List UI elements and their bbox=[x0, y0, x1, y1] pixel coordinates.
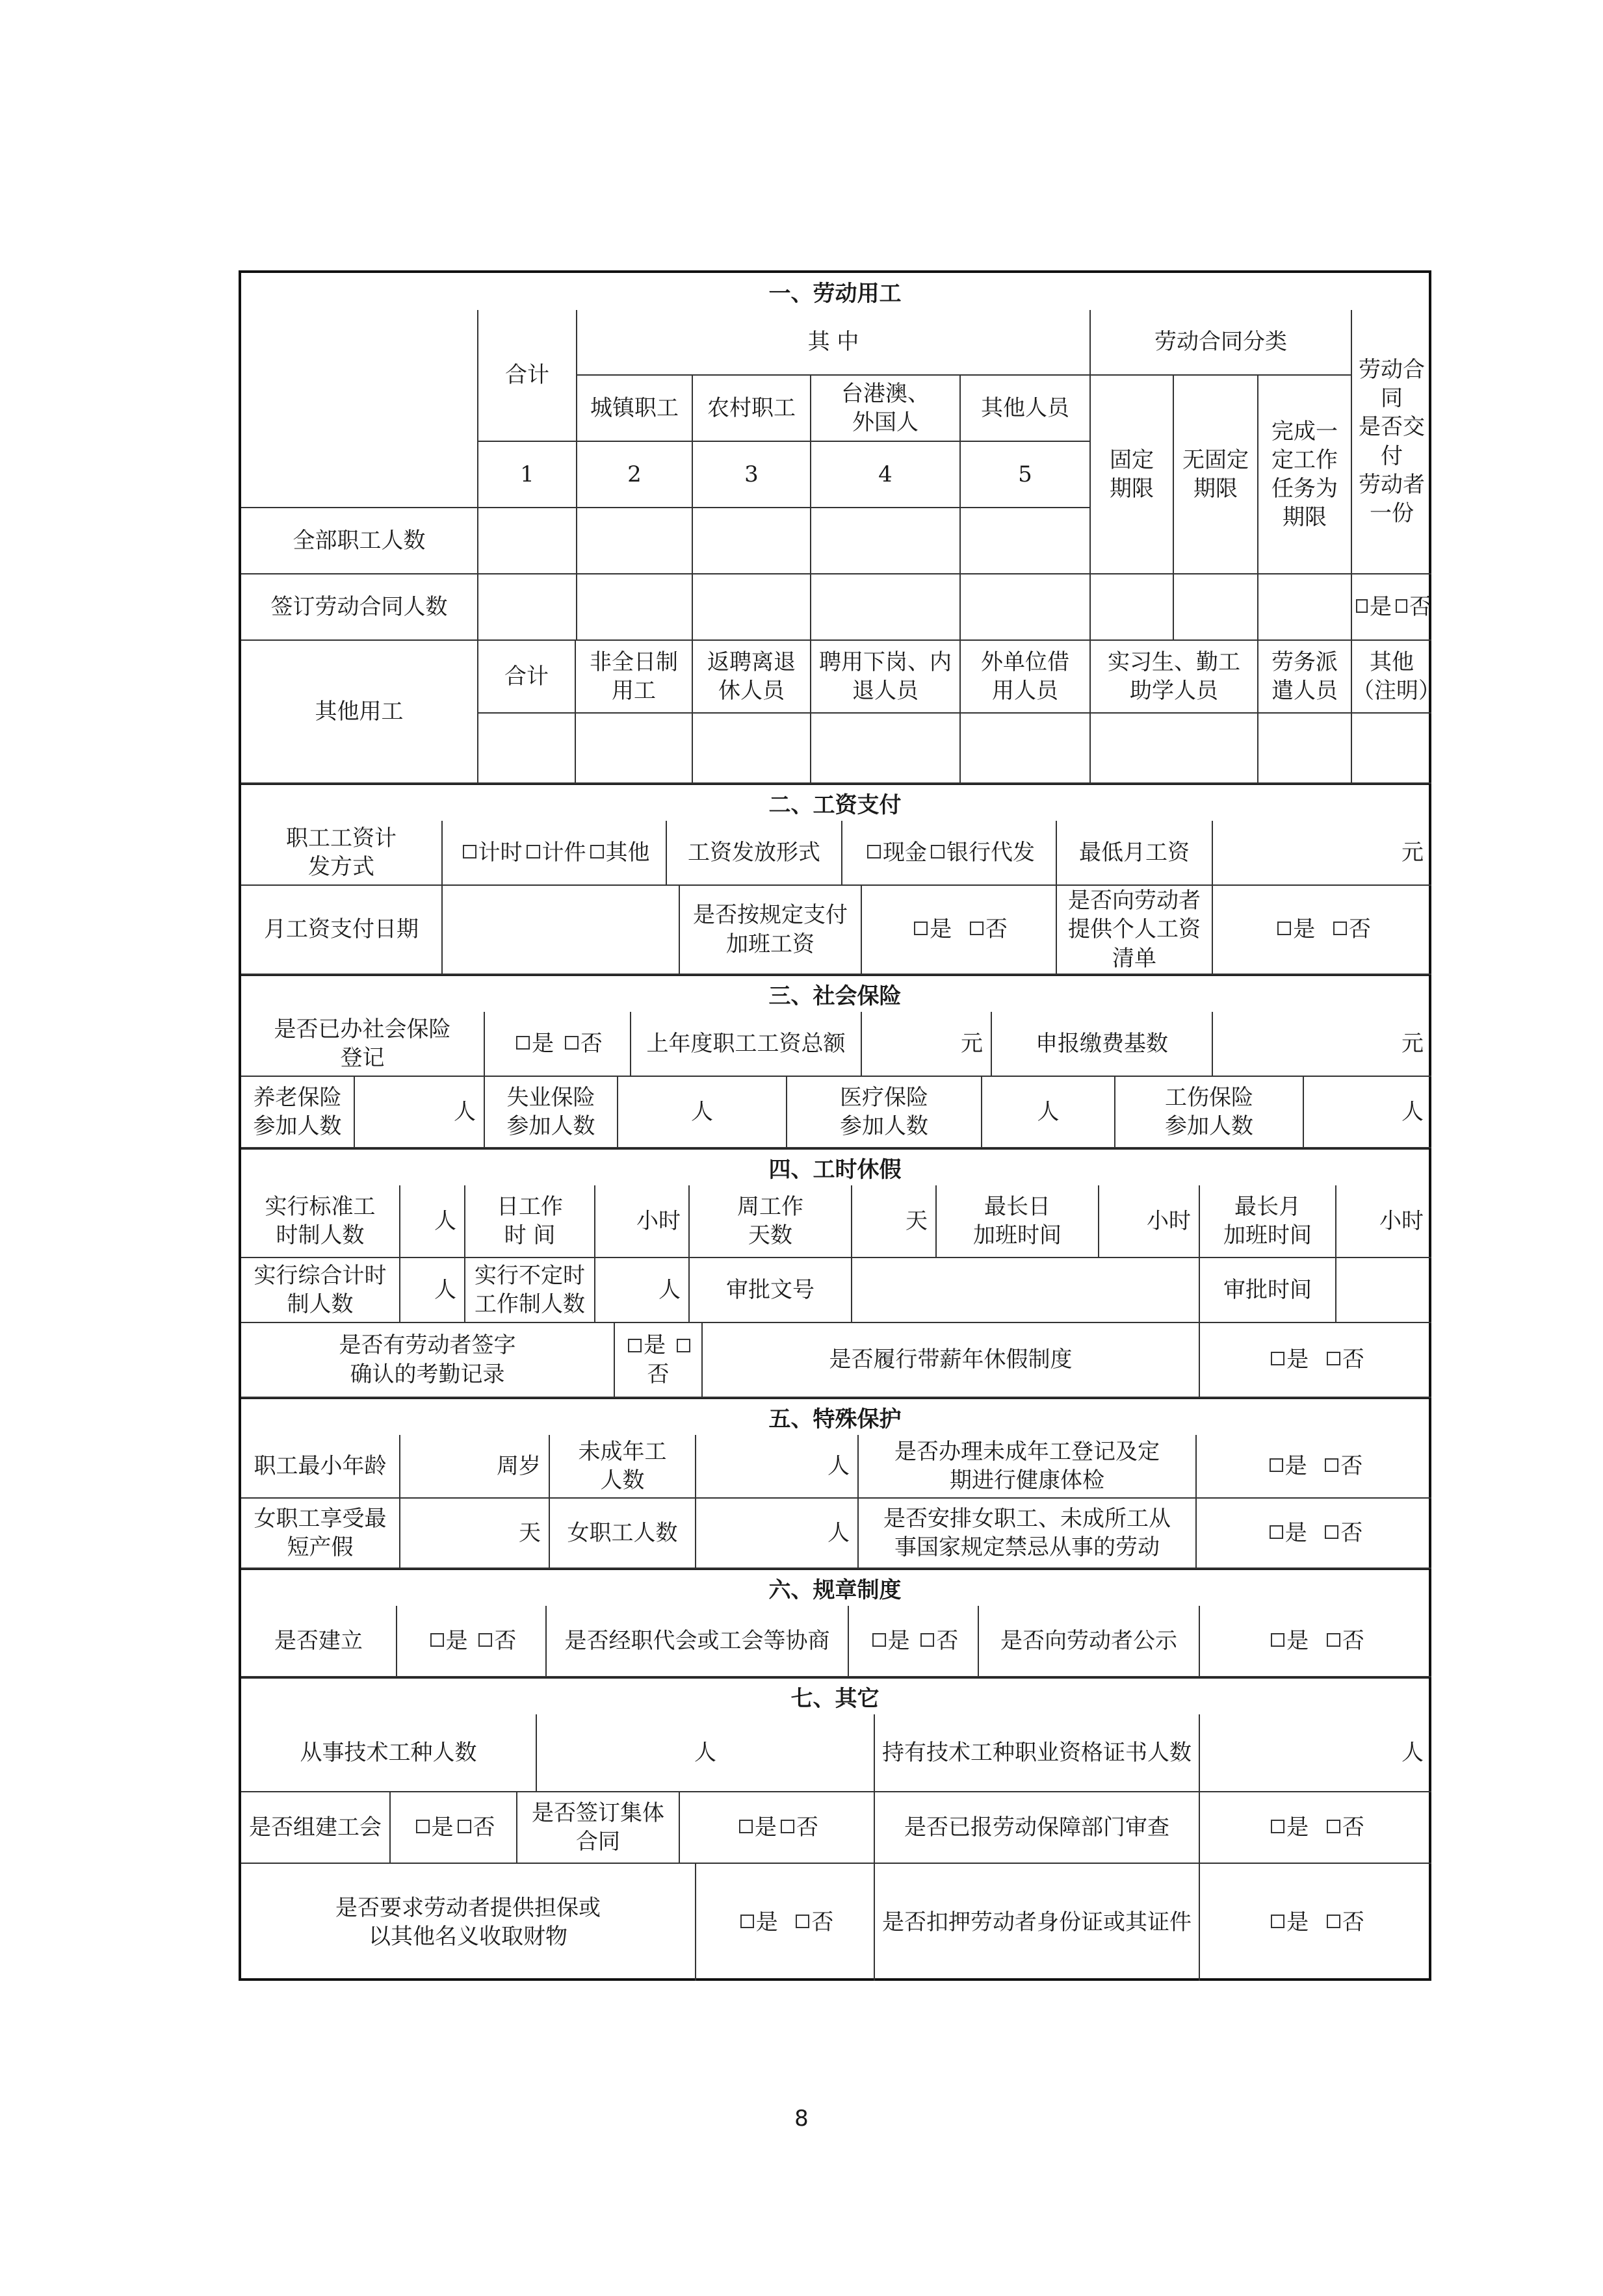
col-contract-delivered-header: 劳动合同 是否交付 劳动者 一份 bbox=[1352, 310, 1431, 574]
technical-workers-field[interactable]: 人 bbox=[537, 1714, 875, 1792]
no-checkbox[interactable] bbox=[1396, 599, 1407, 613]
intern-header: 实习生、勤工 助学人员 bbox=[1091, 641, 1258, 714]
pay-date-field[interactable] bbox=[443, 886, 680, 975]
flexible-hours-field[interactable]: 人 bbox=[595, 1258, 690, 1323]
section-title-insurance: 三、社会保险 bbox=[241, 975, 1429, 1012]
dispatched-header: 劳务派 遣人员 bbox=[1258, 641, 1352, 714]
prohibited-work-label: 是否安排女职工、未成所工从 事国家规定禁忌从事的劳动 bbox=[859, 1499, 1197, 1569]
reported-review-choice[interactable]: 是 否 bbox=[1200, 1792, 1431, 1864]
yes-checkbox[interactable] bbox=[1271, 1915, 1284, 1928]
collective-contract-label: 是否签订集体 合同 bbox=[517, 1792, 680, 1864]
no-checkbox[interactable] bbox=[920, 1633, 934, 1647]
minor-registration-label: 是否办理未成年工登记及定 期进行健康体检 bbox=[859, 1435, 1197, 1499]
minor-count-label: 未成年工 人数 bbox=[550, 1435, 696, 1499]
all-staff-total-field[interactable] bbox=[478, 508, 577, 574]
col-task-term: 完成一 定工作 任务为 期限 bbox=[1258, 376, 1352, 574]
col-num-4: 4 bbox=[811, 442, 961, 508]
col-num-1: 1 bbox=[478, 442, 577, 508]
medical-label: 医疗保险 参加人数 bbox=[787, 1077, 982, 1148]
yes-checkbox[interactable] bbox=[1277, 922, 1291, 935]
female-count-field[interactable]: 人 bbox=[696, 1499, 859, 1569]
pension-field[interactable]: 人 bbox=[355, 1077, 485, 1148]
guarantee-label: 是否要求劳动者提供担保或 以其他名义收取财物 bbox=[241, 1864, 696, 1981]
prohibited-work-choice[interactable]: 是 否 bbox=[1197, 1499, 1431, 1569]
col-other-personnel: 其他人员 bbox=[961, 376, 1091, 442]
unemployment-label: 失业保险 参加人数 bbox=[485, 1077, 618, 1148]
labor-inspection-form bbox=[239, 270, 1440, 1981]
rules-consulted-label: 是否经职代会或工会等协商 bbox=[547, 1606, 849, 1677]
dispatched-field[interactable] bbox=[1258, 714, 1352, 784]
no-checkbox[interactable] bbox=[970, 922, 984, 935]
col-urban-worker: 城镇职工 bbox=[577, 376, 693, 442]
corner-blank bbox=[241, 310, 478, 508]
female-count-label: 女职工人数 bbox=[550, 1499, 696, 1569]
row-other-employment-label: 其他用工 bbox=[241, 641, 478, 784]
row-all-staff-label: 全部职工人数 bbox=[241, 508, 478, 574]
part-time-field[interactable] bbox=[576, 714, 693, 784]
no-checkbox[interactable] bbox=[1327, 1352, 1340, 1365]
section-title-rules: 六、规章制度 bbox=[241, 1569, 1429, 1606]
no-checkbox[interactable] bbox=[1325, 1458, 1338, 1472]
injury-label: 工伤保险 参加人数 bbox=[1115, 1077, 1304, 1148]
attendance-record-choice[interactable]: 是 否 bbox=[615, 1323, 703, 1398]
wage-method-choice[interactable]: 计时 计件 其他 bbox=[443, 821, 667, 886]
no-checkbox[interactable] bbox=[1327, 1820, 1340, 1833]
min-age-field[interactable]: 周岁 bbox=[400, 1435, 550, 1499]
col-total-header: 合计 bbox=[478, 310, 577, 442]
col-num-2: 2 bbox=[577, 442, 693, 508]
section-title-special-protection: 五、特殊保护 bbox=[241, 1398, 1429, 1435]
maternity-leave-field[interactable]: 天 bbox=[400, 1499, 550, 1569]
yes-checkbox[interactable] bbox=[516, 1036, 530, 1050]
withhold-id-label: 是否扣押劳动者身份证或其证件 bbox=[875, 1864, 1200, 1981]
paid-leave-label: 是否履行带薪年休假制度 bbox=[703, 1323, 1200, 1398]
maternity-leave-label: 女职工享受最 短产假 bbox=[241, 1499, 400, 1569]
rehired-retiree-header: 返聘离退 休人员 bbox=[693, 641, 811, 714]
approval-number-label: 审批文号 bbox=[690, 1258, 852, 1323]
signed-foreign-field[interactable] bbox=[811, 574, 961, 641]
rules-published-label: 是否向劳动者公示 bbox=[979, 1606, 1200, 1677]
all-staff-urban-field[interactable] bbox=[577, 508, 693, 574]
union-choice[interactable]: 是 否 bbox=[391, 1792, 517, 1864]
yes-checkbox[interactable] bbox=[1271, 1633, 1284, 1647]
union-label: 是否组建工会 bbox=[241, 1792, 391, 1864]
total-wage-field[interactable]: 元 bbox=[862, 1012, 992, 1077]
medical-field[interactable]: 人 bbox=[982, 1077, 1115, 1148]
all-staff-rural-field[interactable] bbox=[693, 508, 811, 574]
signed-urban-field[interactable] bbox=[577, 574, 693, 641]
daily-hours-field[interactable]: 小时 bbox=[595, 1185, 690, 1258]
laid-off-hire-header: 聘用下岗、内 退人员 bbox=[811, 641, 961, 714]
no-checkbox[interactable] bbox=[565, 1036, 579, 1050]
col-fixed-term: 固定 期限 bbox=[1091, 376, 1174, 574]
wage-method-label: 职工工资计 发方式 bbox=[241, 821, 443, 886]
signed-open-field[interactable] bbox=[1174, 574, 1258, 641]
yes-checkbox[interactable] bbox=[872, 1633, 886, 1647]
guarantee-choice[interactable]: 是 否 bbox=[696, 1864, 875, 1981]
yes-checkbox[interactable] bbox=[1271, 1820, 1284, 1833]
no-checkbox[interactable] bbox=[781, 1820, 794, 1833]
no-checkbox[interactable] bbox=[1333, 922, 1347, 935]
bank-transfer-checkbox[interactable] bbox=[931, 845, 945, 858]
intern-field[interactable] bbox=[1091, 714, 1258, 784]
comprehensive-hours-field[interactable]: 人 bbox=[400, 1258, 465, 1323]
approval-date-label: 审批时间 bbox=[1200, 1258, 1336, 1323]
no-checkbox[interactable] bbox=[796, 1915, 809, 1928]
col-num-3: 3 bbox=[693, 442, 811, 508]
payment-form-choice[interactable]: 现金 银行代发 bbox=[842, 821, 1057, 886]
yes-checkbox[interactable] bbox=[739, 1820, 753, 1833]
approval-date-field[interactable] bbox=[1336, 1258, 1431, 1323]
unemployment-field[interactable]: 人 bbox=[618, 1077, 787, 1148]
technical-workers-label: 从事技术工种人数 bbox=[241, 1714, 537, 1792]
other-total-field[interactable] bbox=[478, 714, 576, 784]
section-title-working-hours: 四、工时休假 bbox=[241, 1148, 1429, 1185]
no-checkbox[interactable] bbox=[1327, 1633, 1340, 1647]
all-staff-foreign-field[interactable] bbox=[811, 508, 961, 574]
insurance-registered-label: 是否已办社会保险 登记 bbox=[241, 1012, 485, 1077]
yes-checkbox[interactable] bbox=[914, 922, 928, 935]
yes-checkbox[interactable] bbox=[1271, 1352, 1284, 1365]
col-rural-worker: 农村职工 bbox=[693, 376, 811, 442]
borrowed-staff-field[interactable] bbox=[961, 714, 1091, 784]
piece-rate-checkbox[interactable] bbox=[527, 845, 540, 858]
signed-fixed-field[interactable] bbox=[1091, 574, 1174, 641]
contribution-base-field[interactable]: 元 bbox=[1213, 1012, 1431, 1077]
part-time-header: 非全日制 用工 bbox=[576, 641, 693, 714]
standard-hours-label: 实行标准工 时制人数 bbox=[241, 1185, 400, 1258]
yes-checkbox[interactable] bbox=[1270, 1525, 1283, 1539]
minor-count-field[interactable]: 人 bbox=[696, 1435, 859, 1499]
attendance-record-label: 是否有劳动者签字 确认的考勤记录 bbox=[241, 1323, 615, 1398]
row-signed-contract-label: 签订劳动合同人数 bbox=[241, 574, 478, 641]
signed-task-field[interactable] bbox=[1258, 574, 1352, 641]
col-contract-type-header: 劳动合同分类 bbox=[1091, 310, 1352, 376]
withhold-id-choice[interactable]: 是 否 bbox=[1200, 1864, 1431, 1981]
col-foreign-worker: 台港澳、 外国人 bbox=[811, 376, 961, 442]
max-monthly-overtime-field[interactable]: 小时 bbox=[1336, 1185, 1431, 1258]
collective-contract-choice[interactable]: 是 否 bbox=[680, 1792, 875, 1864]
col-num-5: 5 bbox=[961, 442, 1091, 508]
cash-checkbox[interactable] bbox=[867, 845, 881, 858]
reported-review-label: 是否已报劳动保障部门审查 bbox=[875, 1792, 1200, 1864]
payslip-label: 是否向劳动者 提供个人工资 清单 bbox=[1057, 886, 1213, 975]
signed-rural-field[interactable] bbox=[693, 574, 811, 641]
signed-other-field[interactable] bbox=[961, 574, 1091, 641]
weekly-days-label: 周工作 天数 bbox=[690, 1185, 852, 1258]
rules-established-label: 是否建立 bbox=[241, 1606, 397, 1677]
flexible-hours-label: 实行不定时 工作制人数 bbox=[465, 1258, 595, 1323]
pay-date-label: 月工资支付日期 bbox=[241, 886, 443, 975]
max-daily-overtime-field[interactable]: 小时 bbox=[1099, 1185, 1200, 1258]
other-note-header: 其他 （注明） bbox=[1352, 641, 1431, 714]
page-number: 8 bbox=[794, 2106, 809, 2132]
minor-registration-choice[interactable]: 是 否 bbox=[1197, 1435, 1431, 1499]
borrowed-staff-header: 外单位借 用人员 bbox=[961, 641, 1091, 714]
comprehensive-hours-label: 实行综合计时 制人数 bbox=[241, 1258, 400, 1323]
rules-published-choice[interactable]: 是 否 bbox=[1200, 1606, 1431, 1677]
col-among-header: 其 中 bbox=[577, 310, 1091, 376]
total-wage-label: 上年度职工工资总额 bbox=[631, 1012, 862, 1077]
overtime-pay-choice[interactable]: 是 否 bbox=[862, 886, 1057, 975]
yes-checkbox[interactable] bbox=[416, 1820, 430, 1833]
payslip-choice[interactable]: 是 否 bbox=[1213, 886, 1431, 975]
other-total-header: 合计 bbox=[478, 641, 576, 714]
no-checkbox[interactable] bbox=[458, 1820, 471, 1833]
approval-number-field[interactable] bbox=[852, 1258, 1200, 1323]
other-method-checkbox[interactable] bbox=[590, 845, 604, 858]
pension-label: 养老保险 参加人数 bbox=[241, 1077, 355, 1148]
certified-workers-label: 持有技术工种职业资格证书人数 bbox=[875, 1714, 1200, 1792]
injury-field[interactable]: 人 bbox=[1304, 1077, 1431, 1148]
no-checkbox[interactable] bbox=[478, 1633, 492, 1647]
max-monthly-overtime-label: 最长月 加班时间 bbox=[1200, 1185, 1336, 1258]
contribution-base-label: 申报缴费基数 bbox=[992, 1012, 1213, 1077]
max-daily-overtime-label: 最长日 加班时间 bbox=[937, 1185, 1099, 1258]
rules-established-choice[interactable]: 是 否 bbox=[397, 1606, 547, 1677]
paid-leave-choice[interactable]: 是 否 bbox=[1200, 1323, 1431, 1398]
contract-delivered-choice[interactable]: 是 否 bbox=[1352, 574, 1431, 641]
min-monthly-wage-label: 最低月工资 bbox=[1057, 821, 1213, 886]
section-title-wages: 二、工资支付 bbox=[241, 784, 1429, 821]
weekly-days-field[interactable]: 天 bbox=[852, 1185, 937, 1258]
standard-hours-field[interactable]: 人 bbox=[400, 1185, 465, 1258]
yes-checkbox[interactable] bbox=[628, 1339, 642, 1352]
rehired-retiree-field[interactable] bbox=[693, 714, 811, 784]
other-note-field[interactable] bbox=[1352, 714, 1431, 784]
overtime-pay-label: 是否按规定支付 加班工资 bbox=[680, 886, 862, 975]
yes-checkbox[interactable] bbox=[740, 1915, 754, 1928]
yes-checkbox[interactable] bbox=[1356, 599, 1368, 613]
yes-checkbox[interactable] bbox=[430, 1633, 444, 1647]
min-age-label: 职工最小年龄 bbox=[241, 1435, 400, 1499]
no-checkbox[interactable] bbox=[677, 1339, 690, 1352]
signed-total-field[interactable] bbox=[478, 574, 577, 641]
insurance-registered-choice[interactable]: 是 否 bbox=[485, 1012, 631, 1077]
rules-consulted-choice[interactable]: 是 否 bbox=[849, 1606, 979, 1677]
laid-off-hire-field[interactable] bbox=[811, 714, 961, 784]
daily-hours-label: 日工作 时 间 bbox=[465, 1185, 595, 1258]
col-open-term: 无固定 期限 bbox=[1174, 376, 1258, 574]
no-checkbox[interactable] bbox=[1327, 1915, 1340, 1928]
section-title-other: 七、其它 bbox=[241, 1677, 1429, 1714]
min-monthly-wage-field[interactable]: 元 bbox=[1213, 821, 1431, 886]
certified-workers-field[interactable]: 人 bbox=[1200, 1714, 1431, 1792]
no-checkbox[interactable] bbox=[1325, 1525, 1338, 1539]
yes-checkbox[interactable] bbox=[1270, 1458, 1283, 1472]
section-title-employment: 一、劳动用工 bbox=[768, 281, 902, 307]
time-based-checkbox[interactable] bbox=[463, 845, 476, 858]
all-staff-other-field[interactable] bbox=[961, 508, 1091, 574]
payment-form-label: 工资发放形式 bbox=[667, 821, 842, 886]
